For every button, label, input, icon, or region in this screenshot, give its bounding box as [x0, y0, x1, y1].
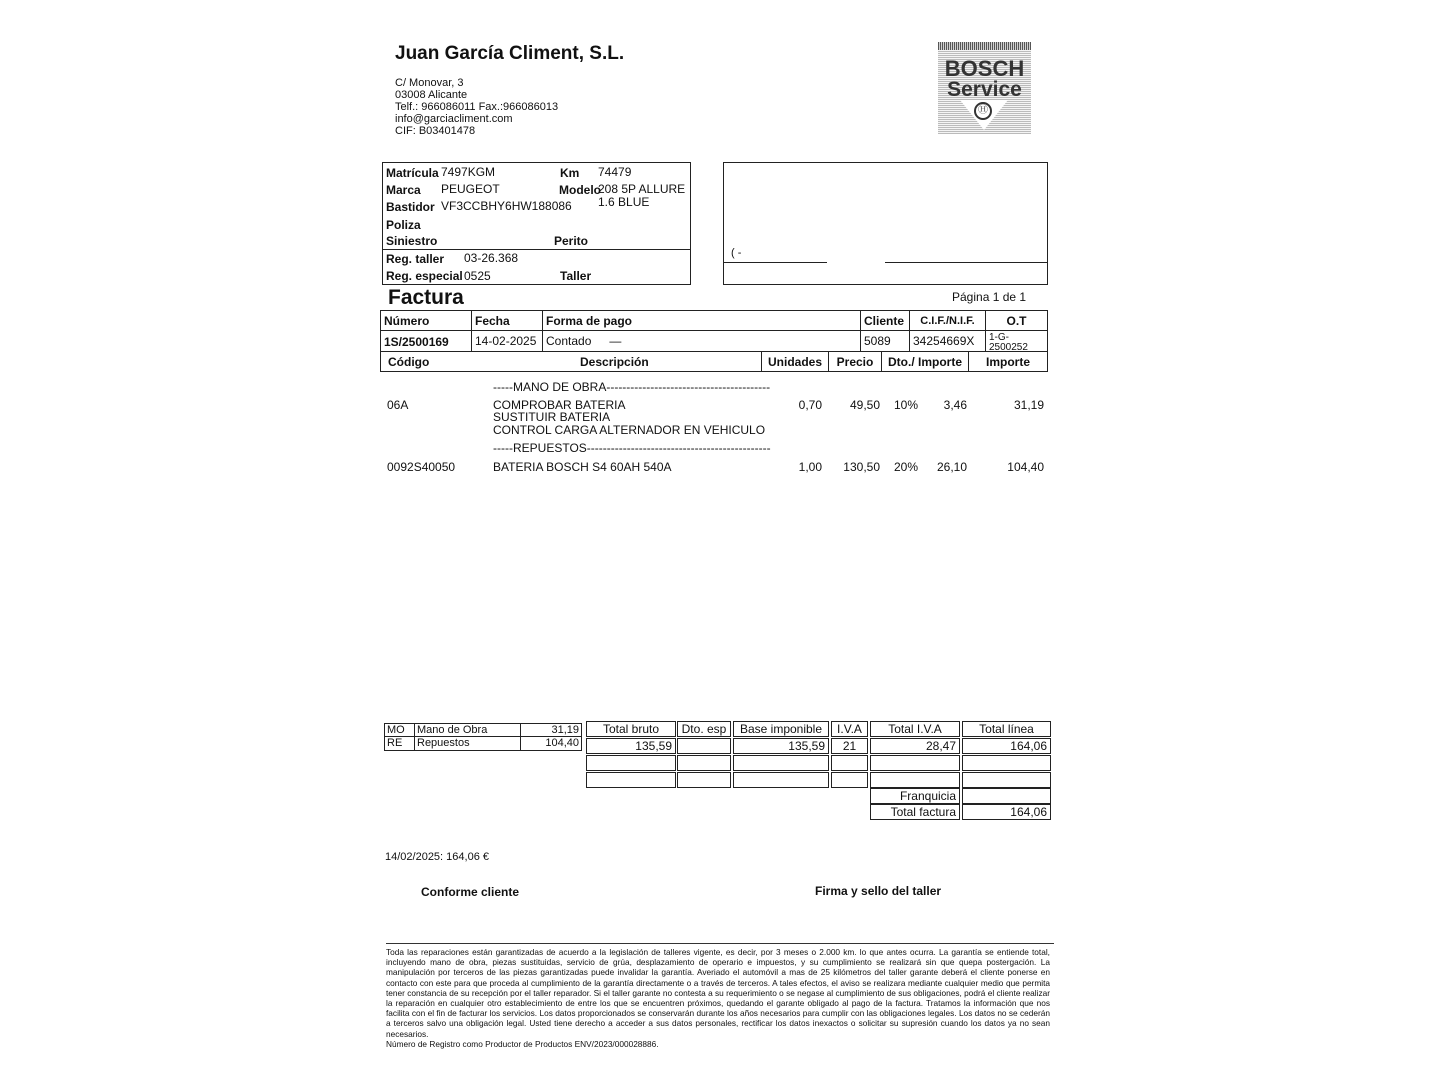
page-indicator: Página 1 de 1: [952, 290, 1027, 304]
iva-header: I.V.A: [831, 721, 868, 737]
total-linea-value: 164,06: [962, 738, 1051, 754]
modelo-label: Modelo: [559, 183, 601, 197]
header-ot: O.T: [985, 310, 1048, 331]
client-mark: ( -: [731, 247, 742, 259]
value-numero: 1S/2500169: [380, 330, 472, 352]
empty-row2-c1: [586, 755, 676, 771]
section-mano-obra: -----MANO DE OBRA-----------------------------------------: [493, 380, 771, 394]
km-label: Km: [560, 166, 580, 180]
dto-esp-header: Dto. esp: [677, 721, 731, 737]
re-value: 104,40: [520, 736, 582, 751]
header-numero: Número: [380, 310, 472, 331]
value-cliente: 5089: [860, 330, 910, 352]
value-cif: 34254669X: [909, 330, 986, 352]
bosch-armature-icon: Ⓗ: [974, 102, 992, 120]
lines-header-descripcion: Descripción: [580, 355, 649, 369]
poliza-label: Poliza: [386, 218, 421, 232]
modelo-value-1: 208 5P ALLURE: [598, 182, 686, 196]
item1-dto-importe: 3,46: [943, 398, 967, 412]
item2-desc: BATERIA BOSCH S4 60AH 540A: [493, 460, 672, 474]
company-phones: Telf.: 966086011 Fax.:966086013: [395, 101, 559, 113]
item1-unidades: 0,70: [798, 398, 822, 412]
empty-row2-c2: [677, 755, 731, 771]
mo-label: Mano de Obra: [414, 723, 521, 737]
lines-header-dto: Dto./ Importe: [881, 351, 969, 372]
bosch-service-logo: [938, 42, 1031, 134]
value-fecha: 14-02-2025: [471, 330, 543, 352]
iva-value: 21: [831, 738, 868, 754]
client-box: [723, 162, 1048, 285]
client-line-right: [885, 262, 1048, 263]
empty-row3-c5: [870, 772, 960, 788]
header-forma-pago: Forma de pago: [542, 310, 861, 331]
company-email: info@garciacliment.com: [395, 113, 513, 125]
item1-importe: 31,19: [1013, 398, 1044, 412]
header-cliente: Cliente: [860, 310, 910, 331]
logo-line2: Service: [947, 78, 1022, 101]
item2-precio: 130,50: [843, 460, 880, 474]
signature-workshop: Firma y sello del taller: [815, 884, 942, 898]
payment-note: 14/02/2025: 164,06 €: [385, 851, 489, 863]
empty-row3-c6: [962, 772, 1051, 788]
item1-desc-1: COMPROBAR BATERIA: [493, 398, 626, 412]
company-name: Juan García Climent, S.L.: [395, 43, 625, 64]
empty-row2-c3: [733, 755, 829, 771]
modelo-value-2: 1.6 BLUE: [598, 195, 650, 209]
base-imponible-value: 135,59: [733, 738, 829, 754]
total-bruto-value: 135,59: [586, 738, 676, 754]
value-forma-pago: [542, 330, 861, 352]
total-iva-header: Total I.V.A: [870, 721, 960, 737]
legal-text: [386, 947, 1050, 1049]
header-cif: C.I.F./N.I.F.: [909, 310, 986, 331]
company-cif: CIF: B03401478: [395, 125, 476, 137]
item2-dto-importe: 26,10: [936, 460, 967, 474]
marca-value: PEUGEOT: [441, 182, 500, 196]
ot-line2: 2500252: [989, 342, 1028, 352]
empty-row2-c5: [870, 755, 960, 771]
vehicle-divider: [382, 249, 691, 250]
empty-row3-c1: [586, 772, 676, 788]
taller-label: Taller: [560, 269, 592, 283]
reg-taller-value: 03-26.368: [464, 251, 519, 265]
reg-taller-label: Reg. taller: [386, 252, 445, 266]
reg-especial-value: 0525: [464, 269, 491, 283]
franquicia-value: [962, 788, 1051, 804]
franquicia-label: Franquicia: [870, 788, 960, 804]
forma-pago-text: Contado: [546, 334, 592, 348]
empty-row3-c3: [733, 772, 829, 788]
marca-label: Marca: [386, 183, 421, 197]
legal-paragraph: Toda las reparaciones están garantizadas de acuerdo a la legislación de talleres vigente, es decir, por 3 meses o 2.000 km. lo que antes ocurra. La garantía se entiende total, incluyendo mano de obra, piezas sustituidas, servicio de grúa, desplazamiento de operario e impuestos, y su cumplimiento se realizará sin que quepa postergación. La manipulación por terceros de las piezas garantizadas puede invalidar la garantía. Averiado el automóvil a mas de 25 kilómetros del taller garante deberá el cliente ponerse en contacto con este para que proceda al cumplimiento de la garantía directamente o a través de terceros. A tales efectos, el aviso se realizara mediante cualquier medio que permita tener constancia de su recepción por el taller reparador. Si el taller garante no contesta a su requerimiento o se negase al cumplimiento de sus obligaciones, podrá el cliente realizar la reparación en cualquier otro establecimiento de entre los que se encuentren próximos, quedando el garante obligado al pago de la factura. Tratamos la información que nos facilita con el fin de facturar los servicios. Los datos proporcionados se conservarán durante los años necesarios para cumplir con las obligaciones legales. Los datos no se cederán a terceros salvo una obligación legal. Usted tiene derecho a acceder a sus datos personales, rectificar los datos inexactos o solicitar su supresión cuando los datos ya no sean necesarios.: [386, 947, 1050, 1039]
km-value: 74479: [598, 165, 632, 179]
siniestro-label: Siniestro: [386, 234, 438, 248]
empty-row2-c4: [831, 755, 868, 771]
item1-precio: 49,50: [849, 398, 880, 412]
matricula-label: Matrícula: [386, 166, 439, 180]
item2-dto: 20%: [894, 460, 919, 474]
total-factura-label: Total factura: [870, 804, 960, 820]
item1-desc-3: CONTROL CARGA ALTERNADOR EN VEHICULO: [493, 423, 766, 437]
value-ot: [985, 330, 1048, 352]
base-imponible-header: Base imponible: [733, 721, 829, 737]
item1-desc-2: SUSTITUIR BATERIA: [493, 410, 611, 424]
item2-unidades: 1,00: [798, 460, 822, 474]
section-repuestos: -----REPUESTOS----------------------------------------------: [493, 441, 771, 455]
lines-header-importe: Importe: [968, 351, 1048, 372]
signature-client: Conforme cliente: [421, 885, 520, 899]
total-linea-header: Total línea: [962, 721, 1051, 737]
forma-pago-mark: —: [609, 334, 622, 348]
item2-codigo: 0092S40050: [387, 460, 456, 474]
total-iva-value: 28,47: [870, 738, 960, 754]
vehicle-box: [382, 162, 691, 285]
company-address: C/ Monovar, 3: [395, 77, 464, 89]
bastidor-value: VF3CCBHY6HW188086: [441, 199, 572, 213]
empty-row3-c2: [677, 772, 731, 788]
logo-line1: BOSCH: [944, 56, 1025, 81]
legal-divider: [386, 943, 1054, 944]
invoice-title: Factura: [388, 286, 464, 309]
item2-importe: 104,40: [1007, 460, 1044, 474]
lines-header-unidades: Unidades: [761, 351, 829, 372]
item1-codigo: 06A: [387, 398, 409, 412]
re-code: RE: [384, 736, 415, 751]
lines-header-precio: Precio: [828, 351, 882, 372]
empty-row2-c6: [962, 755, 1051, 771]
matricula-value: 7497KGM: [441, 165, 496, 179]
re-label: Repuestos: [414, 736, 521, 751]
total-bruto-header: Total bruto: [586, 721, 676, 737]
legal-registro: Número de Registro como Productor de Productos ENV/2023/000028886.: [386, 1038, 659, 1049]
bastidor-label: Bastidor: [386, 200, 435, 214]
item1-dto: 10%: [894, 398, 919, 412]
total-factura-value: 164,06: [962, 804, 1051, 820]
reg-especial-label: Reg. especial: [386, 269, 463, 283]
lines-header-codigo: Código: [380, 351, 762, 372]
ot-line1: 1-G-: [989, 332, 1009, 343]
mo-code: MO: [384, 723, 415, 737]
perito-label: Perito: [554, 234, 589, 248]
dto-esp-value: [677, 738, 731, 754]
header-fecha: Fecha: [471, 310, 543, 331]
empty-row3-c4: [831, 772, 868, 788]
client-line-left: [723, 262, 827, 263]
mo-value: 31,19: [520, 723, 582, 737]
company-city: 03008 Alicante: [395, 89, 468, 101]
